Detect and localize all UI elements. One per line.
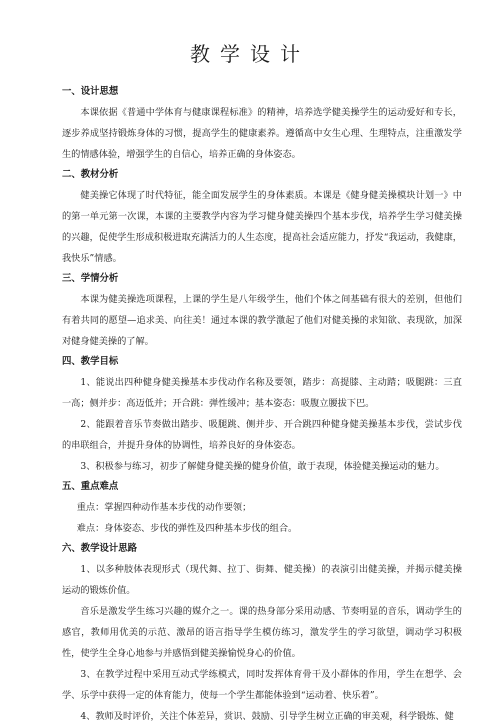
section-heading: 六、教学设计思路 [62,543,138,554]
section-paragraph: 音乐是激发学生练习兴趣的媒介之一。课的热身部分采用动感、节奏明显的音乐，调动学生的感官，教师用优美的示范、激昂的语言指导学生模仿练习，激发学生的学习欲望，调动学习积极性，使学生全身心地参与并感悟到健美操愉悦身心的价值。 [62,606,462,659]
section-paragraph: 1、以多种肢体表现形式（现代舞、拉丁、街舞、健美操）的表演引出健美操，并揭示健美操运动的锻炼价值。 [62,564,462,596]
section-heading: 五、重点难点 [62,481,119,492]
section-heading: 二、教材分析 [62,169,119,180]
document-title: 教学设计 [190,42,310,66]
section-student-analysis [62,268,462,352]
section-paragraph: 本课依据《普通中学体育与健康课程标准》的精神，培养选学健美操学生的运动爱好和专长，逐步养成坚持锻炼身体的习惯，提高学生的健康素养。遵循高中女生心理、生理特点，注重激发学生的情感体验，增强学生的自信心，培养正确的身体姿态。 [62,107,462,160]
section-paragraph: 2、能跟着音乐节奏做出踏步、吸腿跳、侧并步、开合跳四种健身健美操基本步伐，尝试步伐的串联组合，并提升身体的协调性，培养良好的身体姿态。 [62,419,462,451]
section-heading: 三、学情分析 [62,273,119,284]
section-paragraph: 3、在教学过程中采用互动式学练模式，同时发挥体育骨干及小群体的作用，学生在想学、会学、乐学中获得一定的体育能力，使每一个学生都能体验到“运动着、快乐着”。 [62,669,462,701]
section-key-points [62,476,462,539]
section-paragraph: 3、积极参与练习，初步了解健身健美操的健身价值，敢于表现，体验健美操运动的魅力。 [80,461,445,472]
section-design-philosophy [62,81,462,165]
section-design-approach [62,538,462,727]
section-material-analysis [62,164,462,269]
section-paragraph: 难点：身体姿态、步伐的弹性及四种基本步伐的组合。 [76,523,298,534]
section-heading: 一、设计思想 [62,86,119,97]
section-paragraph: 重点：掌握四种动作基本步伐的动作要领； [76,502,252,513]
document-body [62,82,462,727]
section-paragraph: 健美操它体现了时代特征，能全面发展学生的身体素质。本课是《健身健美操模块计划一》中的第一单元第一次课，本课的主要教学内容为学习健身健美操四个基本步伐，培养学生学习健美操的兴趣，促使学生形成积极进取充满活力的人生态度，提高社会适应能力，抒发“我运动，我健康，我快乐”情感。 [62,190,462,264]
section-heading: 四、教学目标 [62,356,119,367]
section-teaching-objectives [62,351,462,477]
section-paragraph: 1、能说出四种健身健美操基本步伐动作名称及要领，踏步：高提膝、主动踏；吸腿跳：三直一高；侧并步：高迈低并；开合跳：弹性缓冲；基本姿态：吸腹立腰拔下巴。 [62,377,462,409]
section-paragraph: 4、教师及时评价，关注个体差异，赏识、鼓励、引导学生树立正确的审美观，科学锻炼、健 [80,711,454,722]
section-paragraph: 本课为健美操选项课程，上课的学生是八年级学生，他们个体之间基础有很大的差别，但他们有着共同的愿望—追求美、向往美！通过本课的教学激起了他们对健美操的求知欲、表现欲，加深对健身健美操的了解。 [62,294,462,347]
